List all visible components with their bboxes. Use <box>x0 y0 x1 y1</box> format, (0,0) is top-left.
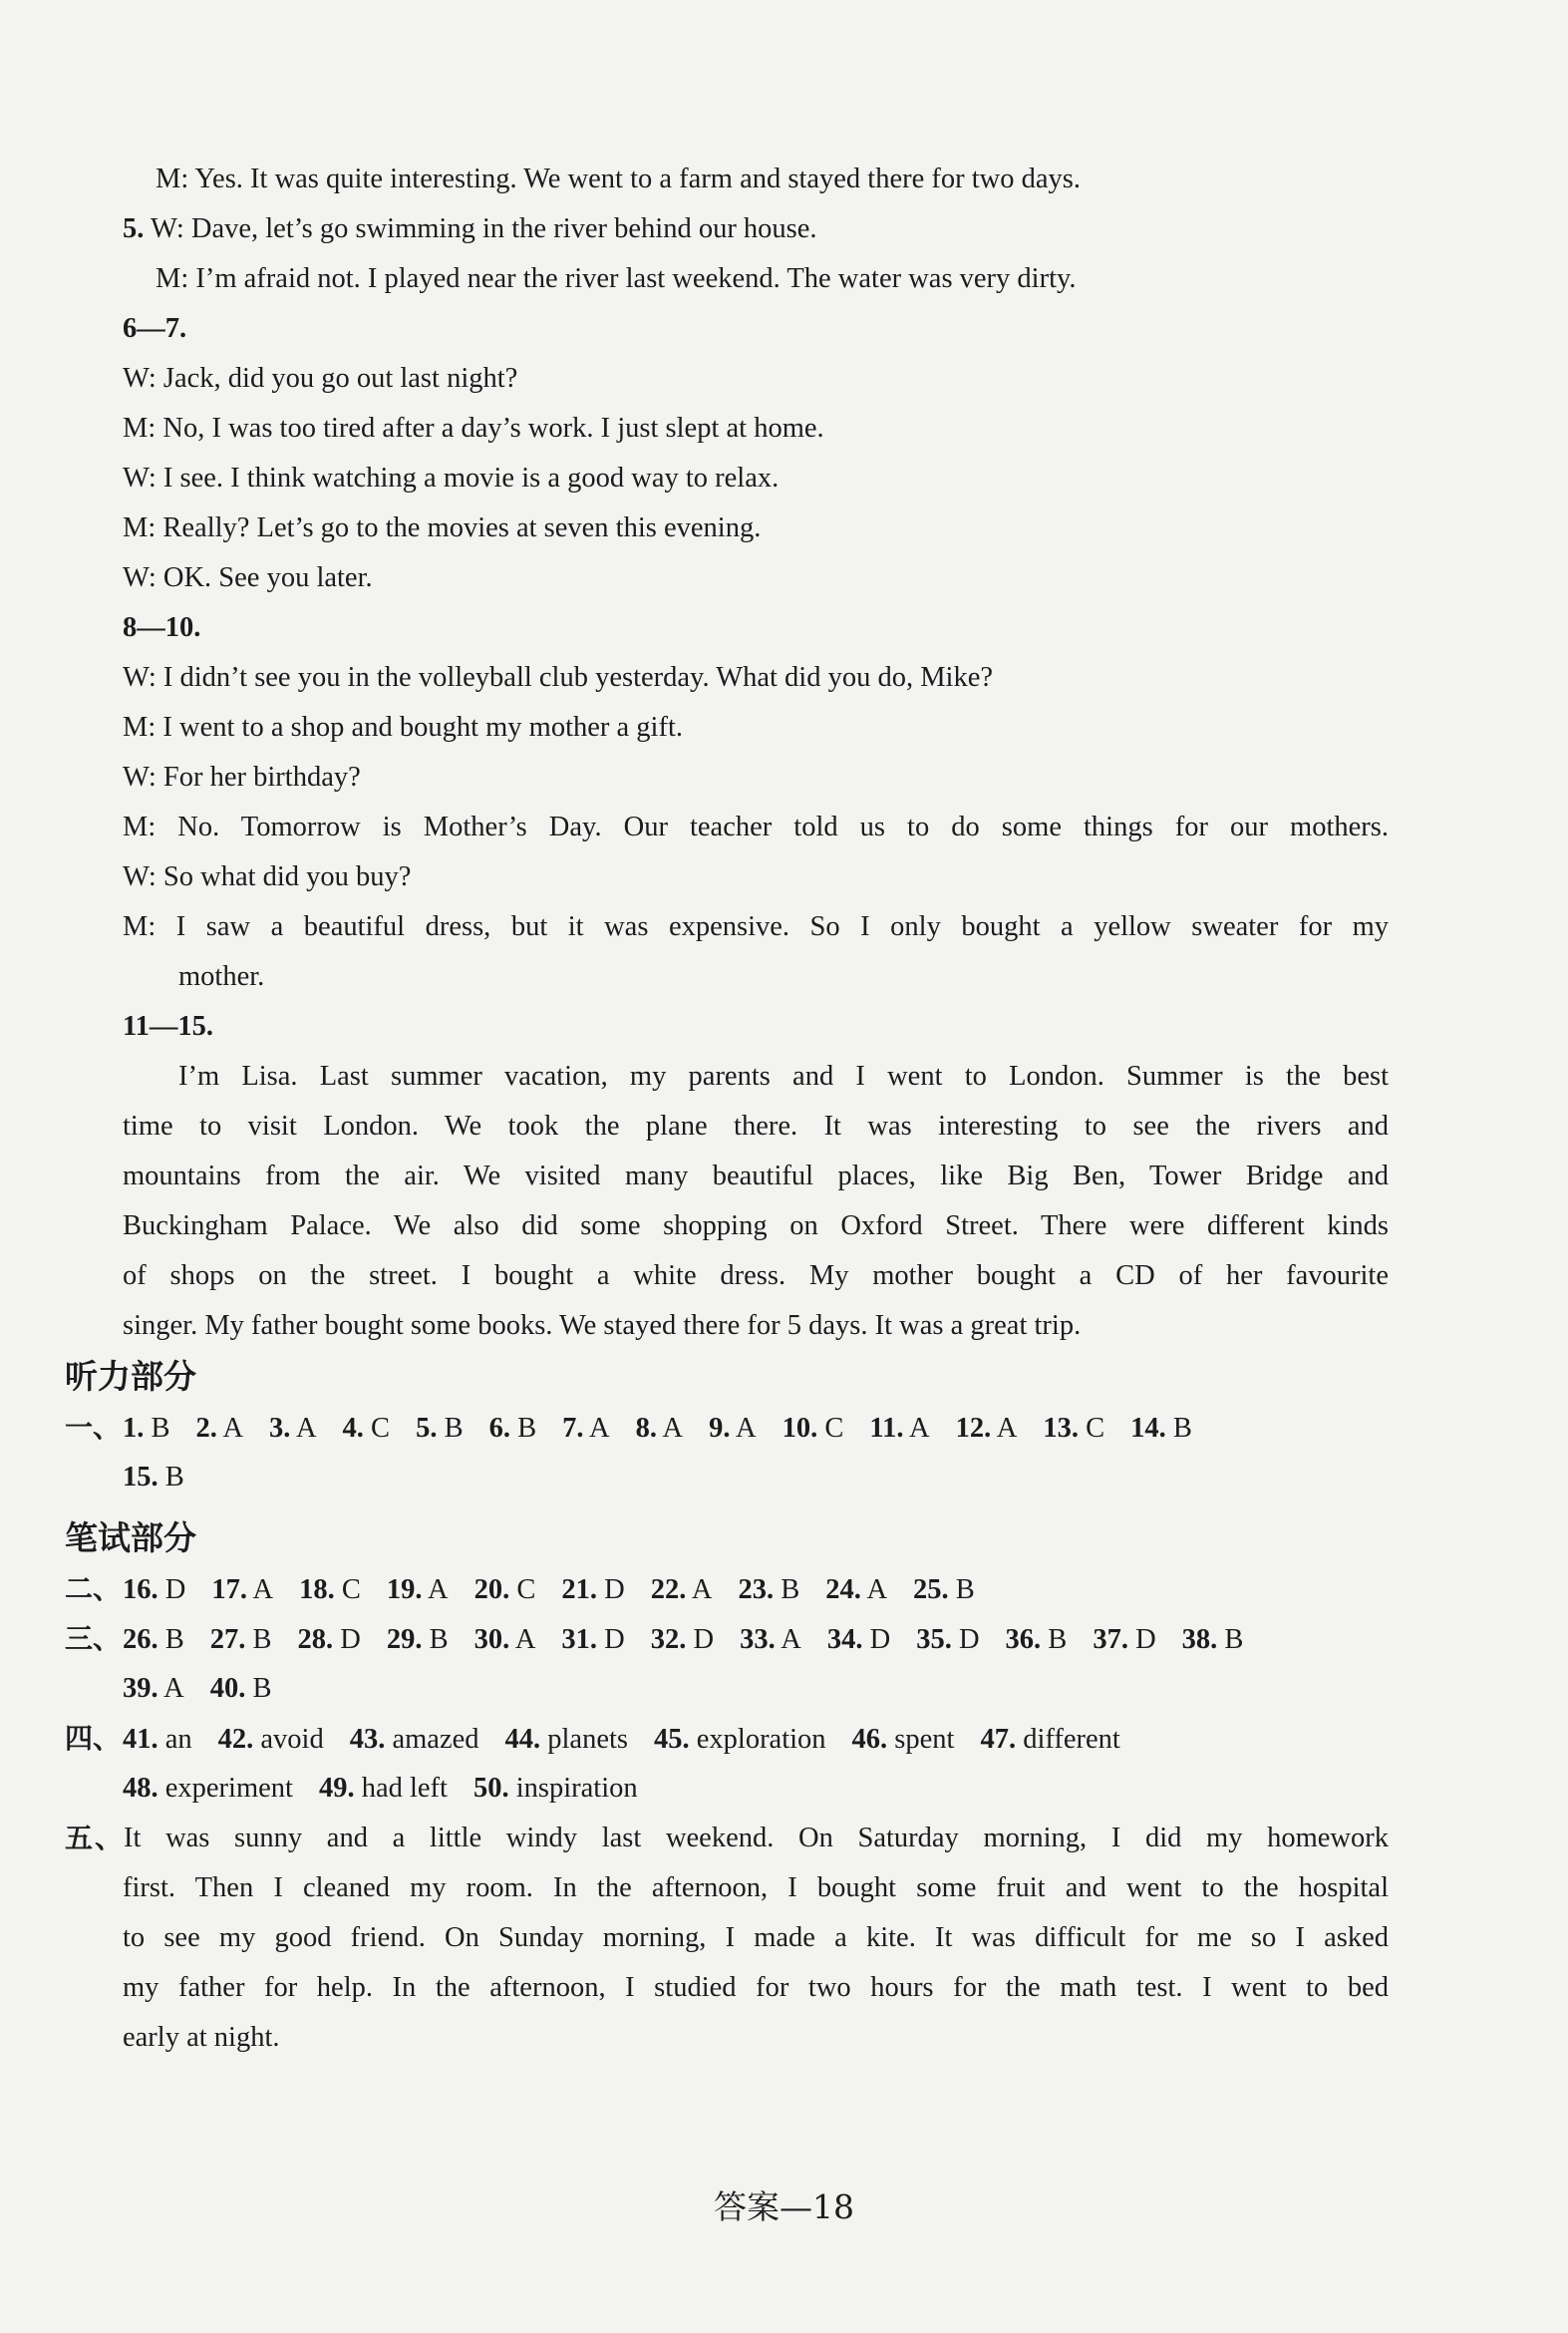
dialogue-text: W: I didn’t see you in the volleyball club yesterday. What did you do, Mike? <box>123 662 994 693</box>
answers-part-5-writing <box>65 1814 1389 2063</box>
writing-line <box>65 1814 1389 1863</box>
answer-value: amazed <box>385 1724 479 1755</box>
answer-value: A <box>216 1413 244 1444</box>
dialogue-text: mother. <box>178 961 265 992</box>
answer-item <box>869 1404 929 1454</box>
answer-item <box>980 1715 1119 1765</box>
answer-item <box>636 1404 684 1454</box>
answer-number: 41. <box>123 1724 158 1755</box>
answer-item <box>387 1565 449 1615</box>
answer-item <box>916 1615 979 1665</box>
part-marker: 五、 <box>65 1822 123 1854</box>
answer-value: A <box>290 1413 317 1444</box>
answer-value: B <box>157 1624 184 1655</box>
answer-value: B <box>245 1624 272 1655</box>
answer-value: B <box>437 1413 464 1444</box>
dialogue-line <box>123 254 1389 304</box>
answer-item <box>956 1404 1018 1454</box>
answer-row <box>123 1453 1389 1502</box>
passage-line: time to visit London. We took the plane there. It was interesting to see the rivers and <box>123 1111 1389 1142</box>
answer-value: avoid <box>253 1724 324 1755</box>
answer-item <box>783 1404 844 1454</box>
answer-value: experiment <box>157 1773 293 1804</box>
answer-item <box>1093 1615 1155 1665</box>
passage-line: singer. My father bought some books. We stayed there for 5 days. It was a great trip. <box>123 1310 1082 1341</box>
answer-value: an <box>157 1724 192 1755</box>
answer-item <box>825 1565 887 1615</box>
answer-number: 11. <box>869 1413 904 1444</box>
dialogue-line <box>123 703 1389 753</box>
answer-value: A <box>686 1574 713 1605</box>
passage-line: Buckingham Palace. We also did some shopping on Oxford Street. There were different kinds <box>123 1210 1389 1241</box>
dialogue-number: 11—15. <box>123 1011 214 1042</box>
answer-item <box>709 1404 757 1454</box>
writing-line <box>123 2013 1389 2063</box>
answer-row <box>65 1564 1389 1614</box>
answer-value: B <box>422 1624 449 1655</box>
answer-value: A <box>422 1574 449 1605</box>
writing-line <box>123 1863 1389 1913</box>
dialogue-text: W: Dave, let’s go swimming in the river behind our house. <box>144 213 817 244</box>
answer-number: 25. <box>913 1574 949 1605</box>
answer-number: 47. <box>980 1724 1017 1755</box>
dialogue-text: M: I saw a beautiful dress, but it was expensive. So I only bought a yellow sweater for my <box>123 911 1389 942</box>
dialogue-line <box>123 753 1389 803</box>
answer-number: 39. <box>123 1673 158 1704</box>
answers-part-4 <box>65 1714 1389 1814</box>
answer-value: B <box>948 1574 975 1605</box>
answer-value: B <box>245 1673 272 1704</box>
answer-number: 32. <box>650 1624 687 1655</box>
answer-item <box>852 1715 955 1765</box>
answer-item <box>474 1565 536 1615</box>
answer-number: 27. <box>209 1624 246 1655</box>
answer-item <box>561 1565 624 1615</box>
answer-number: 35. <box>916 1624 952 1655</box>
dialogue-line <box>123 454 1389 503</box>
answer-number: 50. <box>472 1773 509 1804</box>
dialogue-line <box>123 155 1389 204</box>
answer-number: 26. <box>123 1624 158 1655</box>
dialogue-line <box>123 803 1389 852</box>
answer-item <box>505 1715 628 1765</box>
answer-value: A <box>246 1574 274 1605</box>
writing-line <box>123 1963 1389 2013</box>
answer-value: planets <box>540 1724 628 1755</box>
answer-value: D <box>686 1624 715 1655</box>
dialogue-text: M: Yes. It was quite interesting. We went to a farm and stayed there for two days. <box>156 164 1081 194</box>
answers-part-3 <box>65 1614 1389 1714</box>
answer-item <box>210 1664 272 1714</box>
writing-text: first. Then I cleaned my room. In the afternoon, I bought some fruit and went to the hospital <box>123 1872 1389 1903</box>
answer-number: 42. <box>217 1724 254 1755</box>
answer-item <box>123 1715 192 1765</box>
answer-number: 16. <box>123 1574 158 1605</box>
answer-item <box>1006 1615 1068 1665</box>
answer-number: 38. <box>1181 1624 1218 1655</box>
answer-value: C <box>817 1413 844 1444</box>
answer-number: 44. <box>504 1724 541 1755</box>
answer-row <box>123 1664 1389 1714</box>
answer-number: 9. <box>709 1413 731 1444</box>
answer-item <box>123 1764 293 1814</box>
answer-number: 37. <box>1093 1624 1128 1655</box>
answer-item <box>269 1404 317 1454</box>
answer-value: C <box>363 1413 391 1444</box>
answer-number: 10. <box>782 1413 818 1444</box>
answer-value: A <box>991 1413 1018 1444</box>
passage-line: mountains from the air. We visited many beautiful places, like Big Ben, Tower Bridge and <box>123 1161 1389 1191</box>
passage-11-15 <box>123 1052 1389 1351</box>
answer-number: 12. <box>955 1413 992 1444</box>
answer-value: A <box>730 1413 757 1444</box>
answer-number: 7. <box>562 1413 584 1444</box>
dialogue-text: W: I see. I think watching a movie is a good way to relax. <box>123 463 780 494</box>
dialogue-text: W: OK. See you later. <box>123 562 373 593</box>
dialogue-line <box>123 204 1389 254</box>
answer-number: 22. <box>650 1574 687 1605</box>
answer-item <box>387 1615 449 1665</box>
answer-number: 2. <box>195 1413 217 1444</box>
answer-item <box>210 1615 272 1665</box>
answer-number: 48. <box>123 1773 158 1804</box>
part-marker: 一、 <box>65 1411 122 1444</box>
section-heading-written: 笔试部分 <box>65 1518 196 1557</box>
answer-number: 46. <box>851 1724 888 1755</box>
part-marker: 四、 <box>65 1722 122 1755</box>
answer-item <box>1130 1404 1192 1454</box>
writing-text: my father for help. In the afternoon, I studied for two hours for the math test. I went to bed <box>123 1972 1389 2003</box>
answer-item <box>299 1565 361 1615</box>
answer-item <box>474 1615 536 1665</box>
passage-line: I’m Lisa. Last summer vacation, my parents and I went to London. Summer is the best <box>178 1061 1389 1092</box>
answer-item <box>123 1565 185 1615</box>
answer-row <box>65 1614 1389 1664</box>
dialogue-number: 5. <box>123 213 145 244</box>
answer-row <box>65 1714 1389 1764</box>
answer-item <box>651 1565 713 1615</box>
answer-number: 20. <box>473 1574 510 1605</box>
answer-value: had left <box>354 1773 448 1804</box>
answer-item <box>343 1404 391 1454</box>
answer-item <box>473 1764 638 1814</box>
answer-value: B <box>1217 1624 1244 1655</box>
dialogue-line <box>123 653 1389 703</box>
answer-item <box>123 1664 184 1714</box>
dialogue-line <box>123 1002 1389 1052</box>
answer-value: exploration <box>689 1724 826 1755</box>
answer-value: A <box>583 1413 610 1444</box>
writing-text: It was sunny and a little windy last weekend. On Saturday morning, I did my homework <box>124 1823 1389 1853</box>
answer-item <box>827 1615 890 1665</box>
dialogue-line <box>123 603 1389 653</box>
answer-number: 34. <box>826 1624 863 1655</box>
answer-value: B <box>774 1574 800 1605</box>
answer-number: 14. <box>1130 1413 1166 1444</box>
answer-item <box>740 1615 801 1665</box>
answer-number: 6. <box>488 1413 510 1444</box>
answer-number: 45. <box>654 1724 690 1755</box>
dialogue-line <box>123 952 1389 1002</box>
dialogue-line <box>123 852 1389 902</box>
answer-item <box>562 1404 610 1454</box>
answer-value: D <box>157 1574 186 1605</box>
dialogue-text: W: So what did you buy? <box>123 861 412 892</box>
listening-transcript <box>123 155 1389 1052</box>
answer-number: 8. <box>635 1413 657 1444</box>
answers-part-1 <box>65 1403 1389 1502</box>
answer-value: B <box>144 1413 170 1444</box>
dialogue-number: 8—10. <box>123 612 201 643</box>
answer-value: D <box>1127 1624 1156 1655</box>
dialogue-text: M: No. Tomorrow is Mother’s Day. Our teacher told us to do some things for our mothers. <box>123 812 1389 842</box>
writing-text: early at night. <box>123 2022 280 2053</box>
dialogue-text: W: Jack, did you go out last night? <box>123 363 518 394</box>
answer-number: 49. <box>318 1773 355 1804</box>
dialogue-line <box>123 404 1389 454</box>
answer-number: 17. <box>211 1574 247 1605</box>
dialogue-line <box>123 304 1389 354</box>
answer-number: 1. <box>123 1413 145 1444</box>
answer-item <box>1043 1404 1104 1454</box>
answer-number: 33. <box>740 1624 776 1655</box>
answer-value: D <box>597 1624 625 1655</box>
writing-text: to see my good friend. On Sunday morning, I made a kite. It was difficult for me so I asked <box>123 1922 1389 1953</box>
answer-number: 29. <box>386 1624 423 1655</box>
answer-value: B <box>1165 1413 1192 1444</box>
dialogue-number: 6—7. <box>123 313 187 344</box>
answer-number: 3. <box>269 1413 291 1444</box>
answer-value: D <box>951 1624 980 1655</box>
dialogue-line <box>123 354 1389 404</box>
part-marker: 二、 <box>65 1572 122 1605</box>
answer-item <box>196 1404 244 1454</box>
answers-part-2 <box>65 1564 1389 1614</box>
dialogue-line <box>123 503 1389 553</box>
answer-value: A <box>509 1624 536 1655</box>
answer-number: 28. <box>297 1624 334 1655</box>
answer-value: A <box>775 1624 801 1655</box>
answer-item <box>123 1615 184 1665</box>
answer-row <box>65 1403 1389 1453</box>
page-number: 答案—18 <box>714 2187 854 2226</box>
answer-value: D <box>862 1624 891 1655</box>
writing-line <box>123 1913 1389 1963</box>
answer-value: different <box>1016 1724 1120 1755</box>
dialogue-text: M: No, I was too tired after a day’s work. I just slept at home. <box>123 413 824 444</box>
answer-item <box>319 1764 448 1814</box>
answer-item <box>416 1404 464 1454</box>
answer-item <box>123 1404 170 1454</box>
answer-item <box>913 1565 975 1615</box>
answer-item <box>123 1453 184 1502</box>
answer-value: spent <box>887 1724 955 1755</box>
part-marker: 三、 <box>65 1622 122 1655</box>
dialogue-text: W: For her birthday? <box>123 762 361 793</box>
answer-number: 40. <box>209 1673 246 1704</box>
answer-number: 5. <box>416 1413 438 1444</box>
answer-number: 4. <box>342 1413 364 1444</box>
answer-value: B <box>1041 1624 1068 1655</box>
answer-number: 13. <box>1043 1413 1079 1444</box>
answer-value: inspiration <box>508 1773 638 1804</box>
answer-value: C <box>509 1574 536 1605</box>
answer-number: 24. <box>825 1574 861 1605</box>
answer-number: 19. <box>386 1574 423 1605</box>
section-heading-listening: 听力部分 <box>65 1357 196 1396</box>
answer-item <box>561 1615 624 1665</box>
answer-item <box>651 1615 714 1665</box>
answer-value: D <box>333 1624 361 1655</box>
answer-number: 43. <box>349 1724 386 1755</box>
answer-item <box>739 1565 800 1615</box>
answer-value: A <box>860 1574 888 1605</box>
answer-number: 18. <box>299 1574 335 1605</box>
answer-number: 31. <box>561 1624 598 1655</box>
answer-item <box>350 1715 479 1765</box>
answer-value: A <box>656 1413 684 1444</box>
answer-value: A <box>903 1413 930 1444</box>
page-content <box>65 155 1389 2063</box>
dialogue-line <box>123 553 1389 603</box>
dialogue-text: M: Really? Let’s go to the movies at seven this evening. <box>123 512 762 543</box>
answer-item <box>1182 1615 1244 1665</box>
passage-line: of shops on the street. I bought a white dress. My mother bought a CD of her favourite <box>123 1260 1389 1291</box>
answer-number: 15. <box>123 1462 158 1493</box>
dialogue-text: M: I went to a shop and bought my mother a gift. <box>123 712 683 743</box>
answer-number: 23. <box>738 1574 775 1605</box>
answer-item <box>211 1565 273 1615</box>
answer-number: 21. <box>561 1574 598 1605</box>
dialogue-line <box>123 902 1389 952</box>
answer-item <box>489 1404 537 1454</box>
answer-item <box>218 1715 324 1765</box>
answer-value: A <box>157 1673 184 1704</box>
answer-item <box>654 1715 826 1765</box>
answer-value: B <box>509 1413 537 1444</box>
answer-item <box>298 1615 361 1665</box>
answer-value: D <box>597 1574 625 1605</box>
answer-number: 30. <box>473 1624 510 1655</box>
answer-value: B <box>157 1462 184 1493</box>
answer-number: 36. <box>1005 1624 1042 1655</box>
dialogue-text: M: I’m afraid not. I played near the river last weekend. The water was very dirty. <box>156 263 1077 294</box>
answer-row <box>123 1764 1389 1814</box>
answer-value: C <box>1079 1413 1105 1444</box>
answer-value: C <box>334 1574 361 1605</box>
